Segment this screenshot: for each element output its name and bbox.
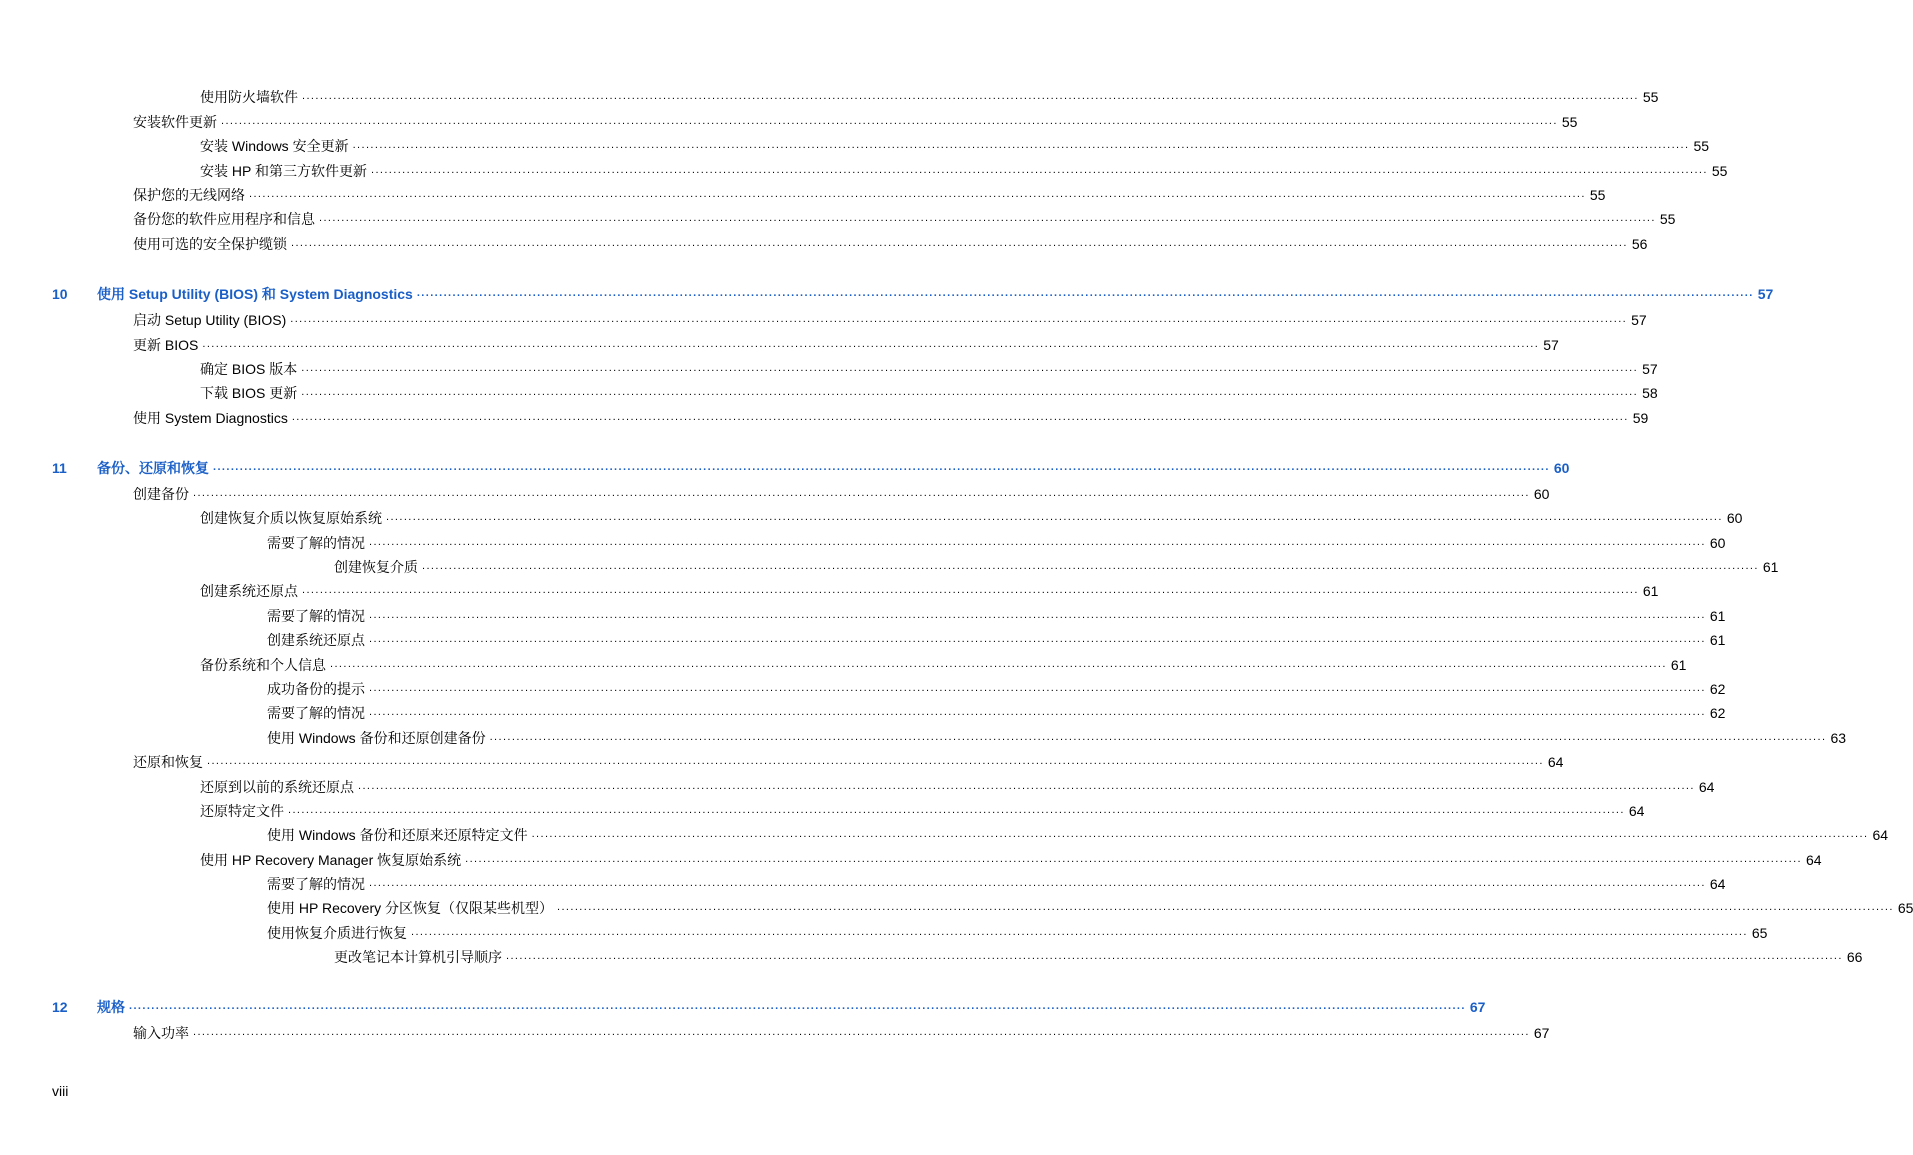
toc-entry-title: 创建恢复介质以恢复原始系统 [200,510,382,526]
toc-entry[interactable] [334,946,1863,966]
toc-entry[interactable] [334,556,1779,576]
toc-entry[interactable] [133,407,1649,427]
toc-entry[interactable] [267,824,1889,844]
toc-chapter-number: 11 [52,460,67,476]
dot-leader: ............................................................................................................................................................................................................................................................................................................ [369,682,1706,694]
toc-entry-title: 使用 Windows 备份和还原来还原特定文件 [267,827,528,843]
toc-entry-title: 创建恢复介质 [334,559,418,575]
toc-entry-page: 57 [1757,286,1774,302]
toc-entry[interactable] [133,233,1648,253]
toc-entry[interactable] [200,382,1658,402]
dot-leader: ............................................................................................................................................................................................................................................................................................................ [291,237,1628,249]
dot-leader: ............................................................................................................................................................................................................................................................................................................ [370,164,1708,176]
toc-entry-page: 61 [1709,632,1726,648]
toc-entry-title: 保护您的无线网络 [133,187,245,203]
toc-entry-title: 备份您的软件应用程序和信息 [133,211,315,227]
toc-entry[interactable] [267,873,1726,893]
toc-entry-page: 60 [1709,535,1726,551]
dot-leader: ............................................................................................................................................................................................................................................................................................................ [193,487,1530,499]
toc-entry-title: 需要了解的情况 [267,876,365,892]
toc-entry-page: 55 [1693,138,1710,154]
toc-entry-page: 57 [1543,337,1559,353]
dot-leader: ............................................................................................................................................................................................................................................................................................................ [330,658,1667,670]
toc-entry[interactable] [267,897,1913,917]
dot-leader: ............................................................................................................................................................................................................................................................................................................ [465,853,1802,865]
toc-entry-title: 安装 Windows 安全更新 [200,138,349,154]
dot-leader: ............................................................................................................................................................................................................................................................................................................ [358,780,1695,792]
toc-entry-title: 启动 Setup Utility (BIOS) [133,312,287,328]
toc-entry[interactable] [133,751,1564,771]
toc-entry-page: 66 [1846,949,1863,965]
toc-entry-page: 55 [1589,187,1606,203]
toc-entry[interactable] [133,334,1559,354]
toc-entry-page: 55 [1642,89,1659,105]
toc-entry[interactable] [200,654,1687,674]
toc-entry-page: 64 [1698,779,1715,795]
toc-entry-title: 安装软件更新 [133,114,217,130]
toc-entry-title: 创建备份 [133,486,189,502]
toc-entry-title: 输入功率 [133,1025,189,1041]
toc-entry-page: 57 [1642,361,1658,377]
toc-entry-page: 65 [1897,900,1913,916]
toc-entry-title: 更改笔记本计算机引导顺序 [334,949,502,965]
dot-leader: ............................................................................................................................................................................................................................................................................................................ [369,609,1706,621]
toc-entry-page: 67 [1469,999,1486,1015]
dot-leader: ............................................................................................................................................................................................................................................................................................................ [291,411,1629,423]
toc-entry-title: 下载 BIOS 更新 [200,385,298,401]
toc-entry[interactable] [133,483,1550,503]
toc-entry-page: 61 [1709,608,1726,624]
toc-entry[interactable] [267,678,1726,698]
dot-leader: ............................................................................................................................................................................................................................................................................................................ [213,461,1550,473]
toc-entry-title: 备份系统和个人信息 [200,657,326,673]
dot-leader: ............................................................................................................................................................................................................................................................................................................ [290,313,1628,325]
toc-entry-page: 61 [1762,559,1779,575]
toc-entry[interactable] [200,776,1715,796]
toc-chapter-entry[interactable] [52,283,1774,303]
toc-entry-page: 64 [1547,754,1564,770]
toc-entry[interactable] [200,800,1645,820]
page-number: viii [52,1083,69,1099]
dot-leader: ............................................................................................................................................................................................................................................................................................................ [207,755,1544,767]
dot-leader: ............................................................................................................................................................................................................................................................................................................ [386,511,1723,523]
toc-entry-title: 需要了解的情况 [267,535,365,551]
toc-entry[interactable] [200,86,1659,106]
toc-entry-page: 67 [1533,1025,1550,1041]
dot-leader: ............................................................................................................................................................................................................................................................................................................ [489,731,1827,743]
dot-leader: ............................................................................................................................................................................................................................................................................................................ [531,828,1869,840]
toc-entry-title: 还原到以前的系统还原点 [200,779,354,795]
toc-entry-title: 使用防火墙软件 [200,89,298,105]
toc-entry[interactable] [200,849,1822,869]
toc-entry-page: 64 [1628,803,1645,819]
dot-leader: ............................................................................................................................................................................................................................................................................................................ [249,188,1586,200]
toc-entry-page: 57 [1631,312,1647,328]
toc-entry-title: 使用 HP Recovery 分区恢复（仅限某些机型） [267,900,553,916]
toc-entry-page: 56 [1631,236,1648,252]
toc-entry-title: 创建系统还原点 [200,583,298,599]
dot-leader: ............................................................................................................................................................................................................................................................................................................ [202,338,1540,350]
toc-entry[interactable] [200,160,1728,180]
toc-entry-title: 使用恢复介质进行恢复 [267,925,407,941]
toc-entry-page: 64 [1872,827,1889,843]
toc-entry-title: 需要了解的情况 [267,705,365,721]
toc-entry-title: 使用 System Diagnostics [133,410,288,426]
toc-entry[interactable] [267,727,1847,747]
toc-entry[interactable] [133,111,1578,131]
dot-leader: ............................................................................................................................................................................................................................................................................................................ [369,877,1706,889]
toc-entry[interactable] [200,135,1710,155]
toc-entry[interactable] [267,629,1726,649]
toc-entry-title: 备份、还原和恢复 [97,460,209,476]
toc-entry[interactable] [267,605,1726,625]
toc-entry-page: 55 [1659,211,1676,227]
dot-leader: ............................................................................................................................................................................................................................................................................................................ [416,287,1754,299]
dot-leader: ............................................................................................................................................................................................................................................................................................................ [319,212,1656,224]
dot-leader: ............................................................................................................................................................................................................................................................................................................ [506,950,1843,962]
toc-entry-title: 使用 Setup Utility (BIOS) 和 System Diagnostics [97,286,413,302]
dot-leader: ............................................................................................................................................................................................................................................................................................................ [193,1026,1530,1038]
dot-leader: ............................................................................................................................................................................................................................................................................................................ [302,584,1639,596]
toc-entry-page: 60 [1553,460,1570,476]
dot-leader: ............................................................................................................................................................................................................................................................................................................ [557,901,1894,913]
dot-leader: ............................................................................................................................................................................................................................................................................................................ [302,90,1639,102]
toc-entry[interactable] [267,532,1726,552]
toc-entry-title: 创建系统还原点 [267,632,365,648]
toc-entry[interactable] [200,358,1658,378]
toc-chapter-entry[interactable] [52,457,1570,477]
dot-leader: ............................................................................................................................................................................................................................................................................................................ [369,536,1706,548]
toc-entry-title: 还原特定文件 [200,803,284,819]
toc-chapter-number: 10 [52,286,68,302]
dot-leader: ............................................................................................................................................................................................................................................................................................................ [411,926,1748,938]
toc-entry[interactable] [133,1022,1550,1042]
dot-leader: ............................................................................................................................................................................................................................................................................................................ [422,560,1759,572]
toc-entry-page: 62 [1709,681,1726,697]
toc-entry[interactable] [133,309,1647,329]
dot-leader: ............................................................................................................................................................................................................................................................................................................ [221,115,1558,127]
toc-entry-page: 65 [1751,925,1768,941]
toc-entry-title: 使用 Windows 备份和还原创建备份 [267,730,486,746]
dot-leader: ............................................................................................................................................................................................................................................................................................................ [369,633,1706,645]
toc-chapter-entry[interactable] [52,996,1486,1016]
toc-entry-title: 还原和恢复 [133,754,203,770]
toc-entry-title: 使用 HP Recovery Manager 恢复原始系统 [200,852,462,868]
toc-entry-title: 安装 HP 和第三方软件更新 [200,163,367,179]
toc-entry-page: 62 [1709,705,1726,721]
toc-entry-page: 64 [1709,876,1726,892]
dot-leader: ............................................................................................................................................................................................................................................................................................................ [369,706,1706,718]
toc-entry-page: 55 [1561,114,1578,130]
toc-entry-page: 61 [1642,583,1659,599]
toc-entry-page: 64 [1806,852,1822,868]
toc-entry-page: 55 [1711,163,1728,179]
toc-entry[interactable] [200,507,1743,527]
dot-leader: ............................................................................................................................................................................................................................................................................................................ [352,139,1690,151]
dot-leader: ............................................................................................................................................................................................................................................................................................................ [288,804,1625,816]
toc-entry-page: 63 [1830,730,1847,746]
toc-entry-page: 59 [1632,410,1649,426]
toc-entry-page: 60 [1726,510,1743,526]
toc-entry-title: 需要了解的情况 [267,608,365,624]
dot-leader: ............................................................................................................................................................................................................................................................................................................ [301,362,1639,374]
toc-entry[interactable] [133,184,1606,204]
dot-leader: ............................................................................................................................................................................................................................................................................................................ [301,386,1639,398]
toc-entry-title: 确定 BIOS 版本 [200,361,298,377]
toc-entry[interactable] [200,580,1659,600]
toc-entry-page: 61 [1670,657,1687,673]
toc-entry[interactable] [267,922,1768,942]
toc-entry-title: 规格 [97,999,125,1015]
toc-entry-page: 60 [1533,486,1550,502]
dot-leader: ............................................................................................................................................................................................................................................................................................................ [129,1000,1466,1012]
toc-entry[interactable] [267,702,1726,722]
toc-entry-title: 使用可选的安全保护缆锁 [133,236,287,252]
toc-entry[interactable] [133,208,1676,228]
toc-entry-title: 更新 BIOS [133,337,199,353]
toc-entry-page: 58 [1642,385,1658,401]
toc-chapter-number: 12 [52,999,68,1015]
toc-entry-title: 成功备份的提示 [267,681,365,697]
